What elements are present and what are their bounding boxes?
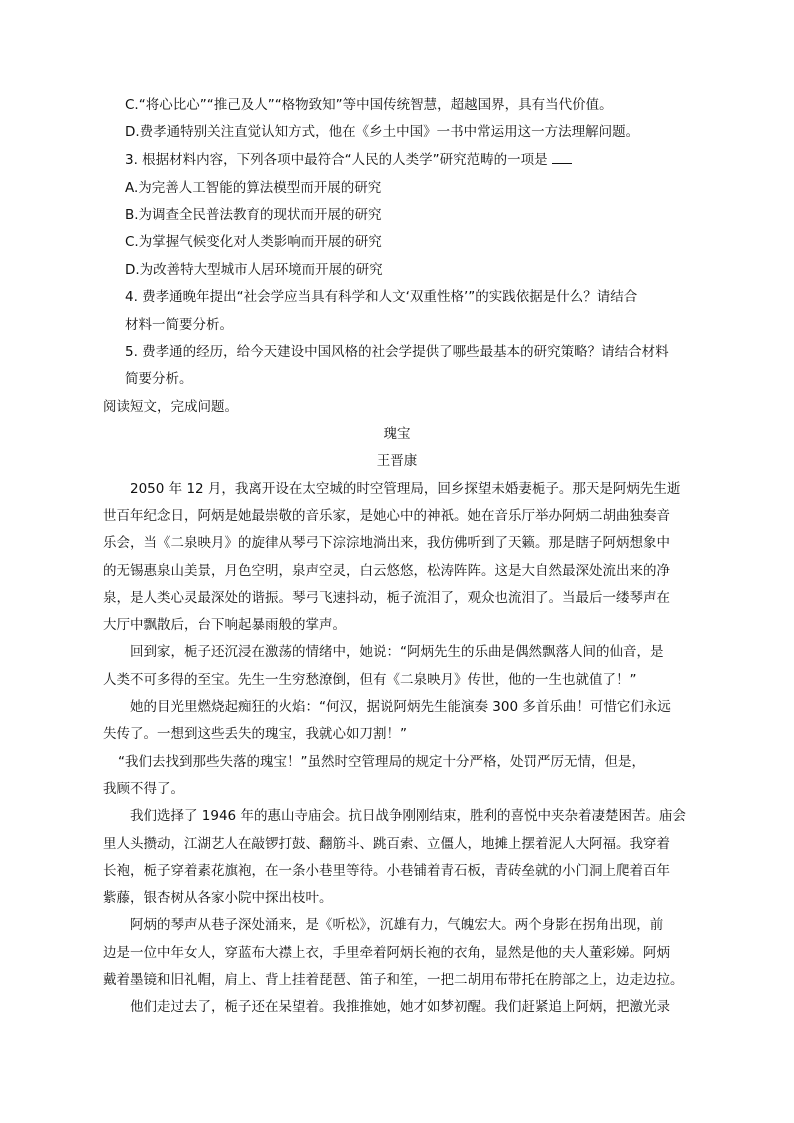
story-line: 2050 年 12 月，我离开设在太空城的时空管理局，回乡探望未婚妻栀子。那天是阿炳先生逝 [130, 481, 681, 497]
q4-line-1: 4. 费孝通晚年提出“社会学应当具有科学和人文‘双重性格’”的实践依据是什么？请结合 [125, 289, 638, 305]
q3-option-d: D.为改善特大型城市人居环境而开展的研究 [125, 262, 383, 278]
story-line: 他们走过去了，栀子还在呆望着。我推推她，她才如梦初醒。我们赶紧追上阿炳，把激光录 [130, 999, 670, 1015]
q2-option-c: C.“将心比心”“推己及人”“格物致知”等中国传统智慧，超越国界，具有当代价值。 [125, 97, 613, 113]
story-line: 回到家，栀子还沉浸在激荡的情绪中，她说：“阿炳先生的乐曲是偶然飘落人间的仙音，是 [130, 644, 664, 660]
story-line: 长袍，栀子穿着素花旗袍，在一条小巷里等待。小巷铺着青石板，青砖垒就的小门洞上爬着百年 [103, 863, 670, 879]
q3-option-b: B.为调查全民普法教育的现状而开展的研究 [125, 207, 382, 223]
story-line: 边是一位中年女人，穿蓝布大襟上衣，手里牵着阿炳长袍的衣角，显然是他的夫人董彩娣。阿炳 [103, 945, 670, 961]
q5-line-1: 5. 费孝通的经历，给今天建设中国风格的社会学提供了哪些最基本的研究策略？请结合材料 [125, 344, 669, 360]
story-line: 她的目光里燃烧起痴狂的火焰：“何汉，据说阿炳先生能演奏 300 多首乐曲！可惜它们永远 [130, 699, 671, 715]
answer-blank [552, 151, 572, 164]
story-line: 的无锡惠泉山美景，月色空明，泉声空灵，白云悠悠，松涛阵阵。这是大自然最深处流出来的净 [103, 563, 670, 579]
story-line: 大厅中飘散后，台下响起暴雨般的掌声。 [103, 617, 346, 633]
story-line: 阿炳的琴声从巷子深处涌来，是《听松》，沉雄有力，气魄宏大。两个身影在拐角出现，前 [130, 917, 664, 933]
story-author: 王晋康 [376, 453, 418, 469]
q2-option-d: D.费孝通特别关注直觉认知方式，他在《乡土中国》一书中常运用这一方法理解问题。 [125, 124, 640, 140]
story-line: 世百年纪念日，阿炳是她最崇敬的音乐家，是她心中的神祇。她在音乐厅举办阿炳二胡曲独奏音 [103, 508, 670, 524]
story-line: 人类不可多得的至宝。先生一生穷愁潦倒，但有《二泉映月》传世，他的一生也就值了！” [103, 672, 637, 688]
q5-line-2: 简要分析。 [125, 371, 193, 387]
q3-option-c: C.为掌握气候变化对人类影响而开展的研究 [125, 234, 382, 250]
story-line: 里人头攒动，江湖艺人在敲锣打鼓、翻筋斗、跳百索、立僵人，地摊上摆着泥人大阿福。我穿着 [103, 836, 670, 852]
story-line: 戴着墨镜和旧礼帽，肩上、背上挂着琵琶、笛子和笙，一把二胡用布带托在胯部之上，边走边拉。 [103, 972, 684, 988]
story-line: 泉，是人类心灵最深处的谐振。琴弓飞速抖动，栀子流泪了，观众也流泪了。当最后一缕琴声在 [103, 590, 670, 606]
story-line: 我顾不得了。 [103, 781, 184, 797]
q4-line-2: 材料一简要分析。 [125, 317, 233, 333]
story-line: “我们去找到那些失落的瑰宝！”虽然时空管理局的规定十分严格，处罚严厉无情，但是， [118, 754, 645, 770]
q3-stem: 3. 根据材料内容，下列各项中最符合“人民的人类学”研究范畴的一项是 [125, 151, 572, 169]
story-line: 紫藤，银杏树从各家小院中探出枝叶。 [103, 890, 333, 906]
reading-intro: 阅读短文，完成问题。 [103, 399, 238, 415]
q3-option-a: A.为完善人工智能的算法模型而开展的研究 [125, 180, 382, 196]
story-line: 失传了。一想到这些丢失的瑰宝，我就心如刀割！” [103, 726, 407, 742]
story-title: 瑰宝 [383, 426, 411, 442]
story-line: 乐会，当《二泉映月》的旋律从琴弓下淙淙地淌出来，我仿佛听到了天籁。那是瞎子阿炳想象中 [103, 535, 670, 551]
story-line: 我们选择了 1946 年的惠山寺庙会。抗日战争刚刚结束，胜利的喜悦中夹杂着凄楚困苦。庙会 [130, 808, 686, 824]
